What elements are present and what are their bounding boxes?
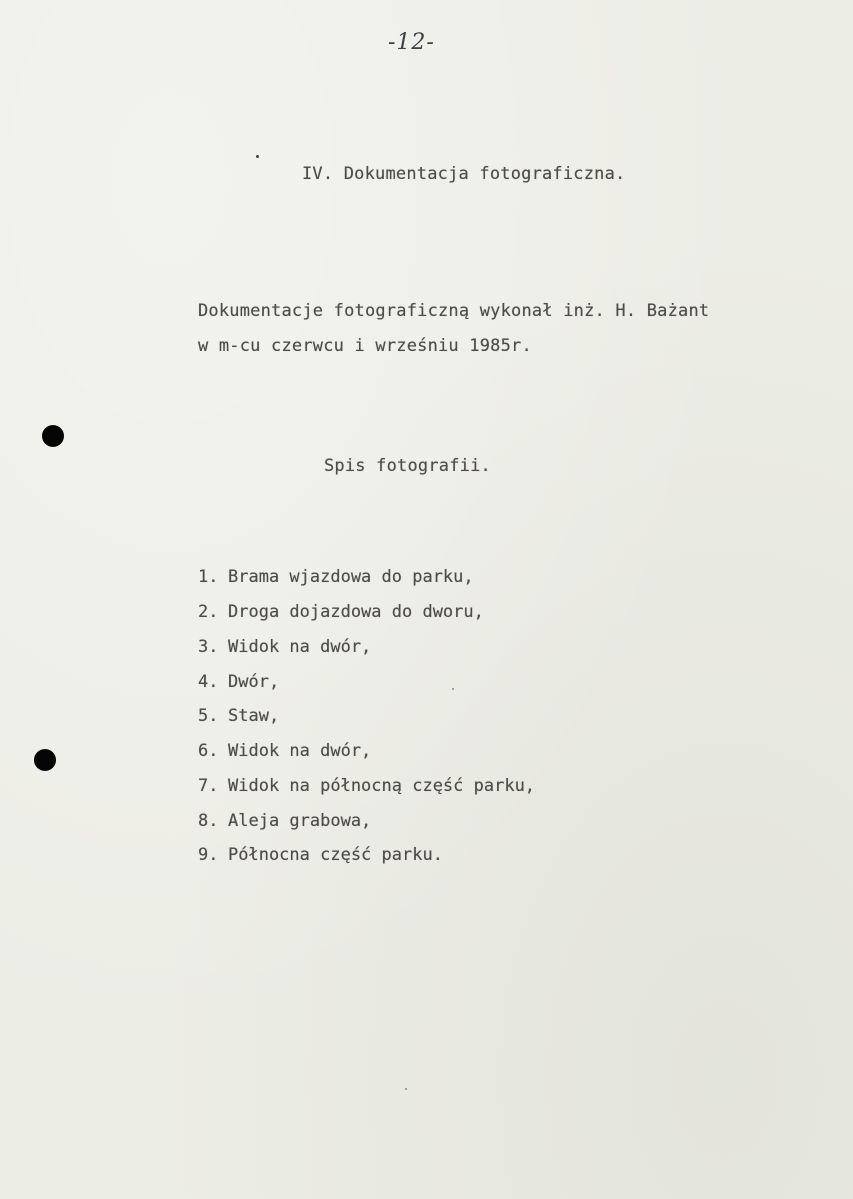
list-item (198, 706, 279, 726)
list-item (198, 811, 371, 831)
list-item-number: 8. (198, 811, 219, 831)
list-item-label: Droga dojazdowa do dworu, (228, 602, 484, 622)
list-item-number: 2. (198, 602, 219, 622)
ink-speck (405, 1088, 407, 1090)
list-heading: Spis fotografii. (324, 456, 491, 476)
list-item-number: 5. (198, 706, 219, 726)
list-item-label: Brama wjazdowa do parku, (228, 567, 474, 587)
list-item (198, 741, 371, 761)
list-item-label: Widok na dwór, (228, 741, 372, 761)
list-item (198, 672, 279, 692)
page-number: -12- (388, 30, 435, 55)
intro-line-1: Dokumentacje fotograficzną wykonał inż. H. Bażant (198, 301, 710, 321)
punch-hole-bottom (34, 749, 56, 771)
section-heading: IV. Dokumentacja fotograficzna. (302, 164, 626, 184)
list-item-label: Aleja grabowa, (228, 811, 372, 831)
list-item-number: 3. (198, 637, 219, 657)
punch-hole-top (42, 425, 64, 447)
list-item-number: 4. (198, 672, 219, 692)
list-item-label: Widok na północną część parku, (228, 776, 536, 796)
list-item (198, 776, 535, 796)
list-item-label: Dwór, (228, 672, 280, 692)
list-item-label: Widok na dwór, (228, 637, 372, 657)
list-item-number: 7. (198, 776, 219, 796)
intro-line-2: w m-cu czerwcu i wrześniu 1985r. (198, 336, 532, 356)
list-item (198, 567, 474, 587)
ink-speck (452, 688, 454, 690)
list-item-number: 6. (198, 741, 219, 761)
list-item-label: Północna część parku. (228, 845, 443, 865)
list-item (198, 845, 443, 865)
ink-speck (256, 155, 259, 158)
list-item-number: 9. (198, 845, 219, 865)
list-item-label: Staw, (228, 706, 280, 726)
list-item (198, 637, 371, 657)
list-item (198, 602, 484, 622)
list-item-number: 1. (198, 567, 219, 587)
